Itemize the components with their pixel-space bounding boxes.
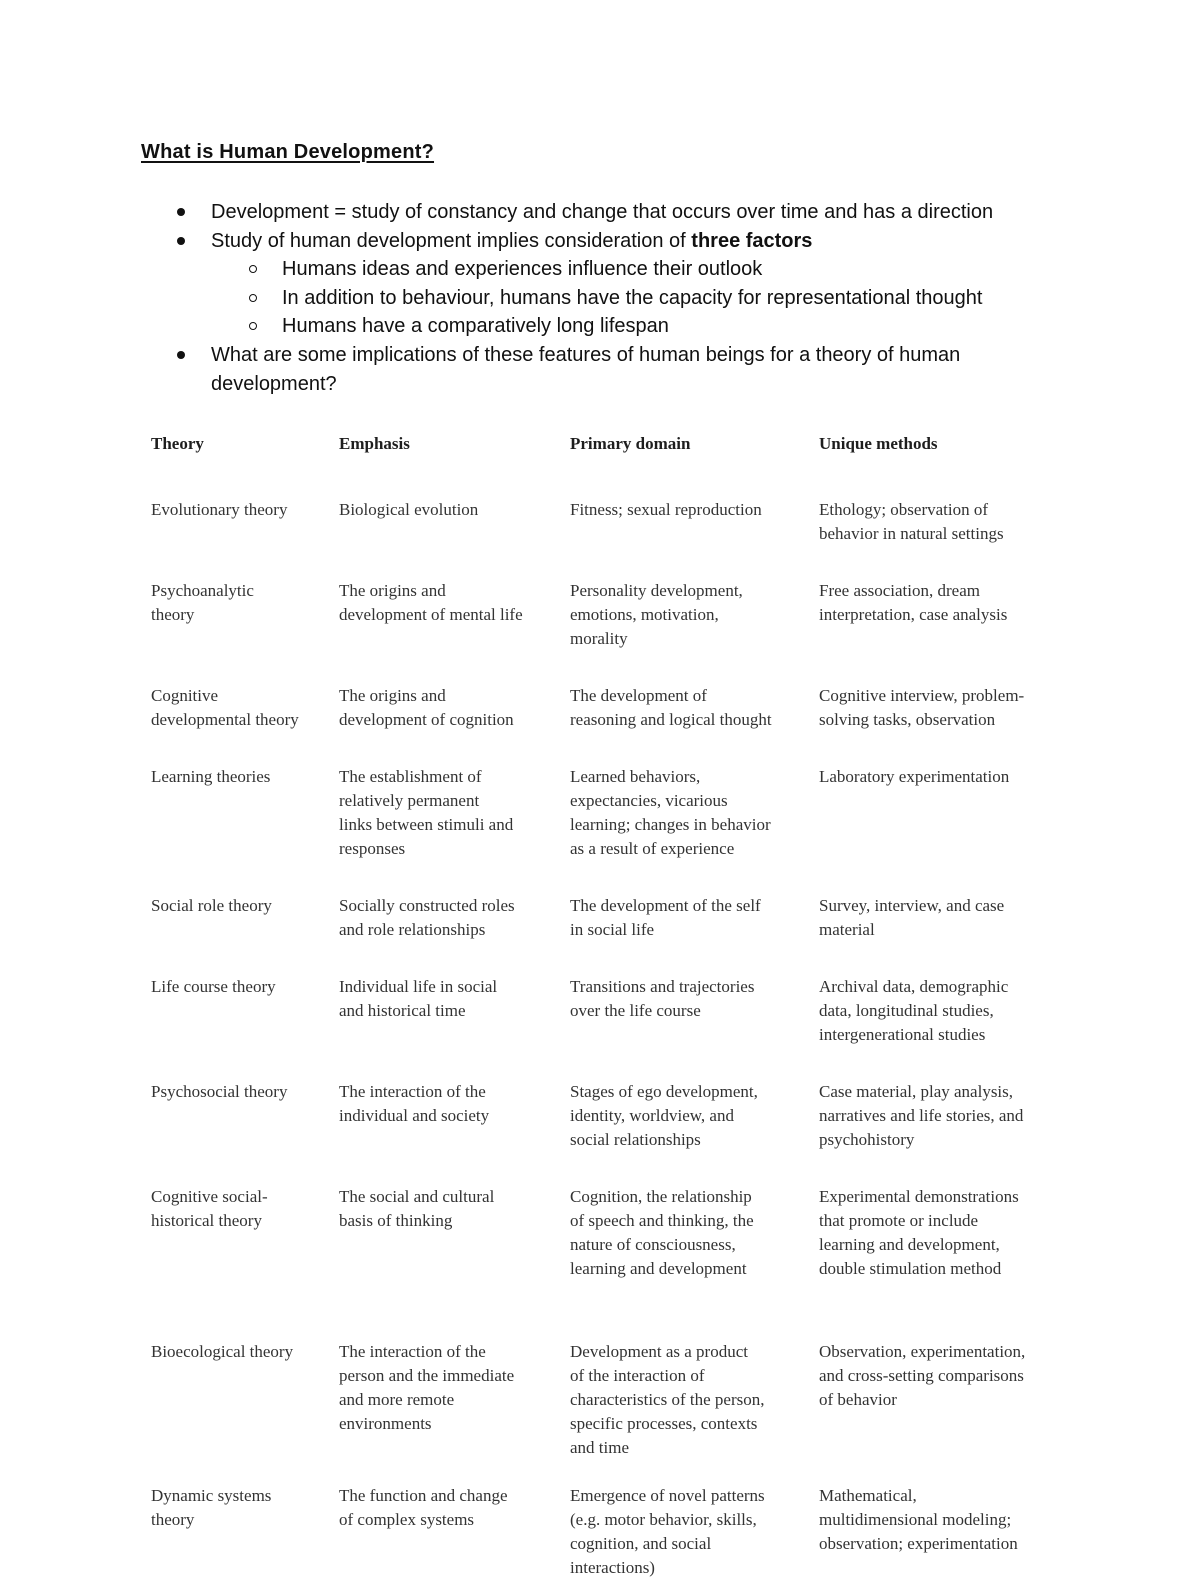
bullet-list xyxy=(0,198,1200,398)
cell-primary-domain: Stages of ego development, identity, worldview, and social relationships xyxy=(570,1082,758,1149)
cell-emphasis: The interaction of the person and the immediate and more remote environments xyxy=(339,1342,515,1433)
bullet-circle-icon xyxy=(249,294,257,302)
table-row xyxy=(151,684,1061,732)
cell-theory: Learning theories xyxy=(151,767,271,786)
cell-primary-domain: Learned behaviors, expectancies, vicarious learning; changes in behavior as a result of experience xyxy=(570,767,771,858)
cell-theory: Psychosocial theory xyxy=(151,1082,288,1101)
list-item-bold-text: three factors xyxy=(691,229,813,252)
cell-theory: Life course theory xyxy=(151,977,276,996)
list-item xyxy=(0,341,1081,398)
table-row xyxy=(151,894,1061,942)
cell-emphasis: The origins and development of mental life xyxy=(339,581,523,624)
header-unique-methods: Unique methods xyxy=(819,434,938,453)
table-row xyxy=(151,765,1061,861)
cell-unique-methods: Cognitive interview, problem- solving tasks, observation xyxy=(819,686,1025,729)
cell-unique-methods: Observation, experimentation, and cross-setting comparisons of behavior xyxy=(819,1342,1026,1409)
cell-primary-domain: Emergence of novel patterns (e.g. motor behavior, skills, cognition, and social interactions) xyxy=(570,1486,765,1577)
cell-unique-methods: Free association, dream interpretation, case analysis xyxy=(819,581,1008,624)
cell-theory: Bioecological theory xyxy=(151,1342,294,1361)
cell-emphasis: The function and change of complex systems xyxy=(339,1486,508,1529)
sub-list-item xyxy=(0,284,1082,313)
cell-emphasis: Socially constructed roles and role relationships xyxy=(339,896,515,939)
header-emphasis: Emphasis xyxy=(339,434,410,453)
table-row xyxy=(151,498,1061,546)
cell-primary-domain: Cognition, the relationship of speech and thinking, the nature of consciousness, learning and development xyxy=(570,1187,754,1278)
cell-primary-domain: The development of the self in social life xyxy=(570,896,761,939)
cell-emphasis: The establishment of relatively permanent links between stimuli and responses xyxy=(339,767,514,858)
cell-emphasis: Individual life in social and historical time xyxy=(339,977,498,1020)
cell-primary-domain: Development as a product of the interaction of characteristics of the person, specific processes, contexts and time xyxy=(570,1342,765,1457)
header-theory: Theory xyxy=(151,434,204,453)
list-item xyxy=(0,227,1081,256)
cell-unique-methods: Experimental demonstrations that promote or include learning and development, double stimulation method xyxy=(819,1187,1019,1278)
cell-theory: Social role theory xyxy=(151,896,272,915)
table-row xyxy=(151,1484,1061,1580)
cell-theory: Cognitive developmental theory xyxy=(151,686,299,729)
cell-unique-methods: Laboratory experimentation xyxy=(819,767,1010,786)
bullet-dot-icon xyxy=(177,208,185,216)
bullet-circle-icon xyxy=(249,265,257,273)
cell-theory: Psychoanalytic theory xyxy=(151,581,254,624)
bullet-circle-icon xyxy=(249,322,257,330)
cell-unique-methods: Case material, play analysis, narratives and life stories, and psychohistory xyxy=(819,1082,1024,1149)
bullet-dot-icon xyxy=(177,237,185,245)
header-primary-domain: Primary domain xyxy=(570,434,691,453)
cell-unique-methods: Mathematical, multidimensional modeling; observation; experimentation xyxy=(819,1486,1018,1553)
cell-theory: Evolutionary theory xyxy=(151,500,288,519)
list-item xyxy=(0,198,1081,227)
bullet-dot-icon xyxy=(177,351,185,359)
cell-theory: Dynamic systems theory xyxy=(151,1486,272,1529)
cell-unique-methods: Survey, interview, and case material xyxy=(819,896,1005,939)
list-item-text: Study of human development implies consideration of xyxy=(211,229,692,252)
table-row xyxy=(151,1080,1061,1152)
cell-primary-domain: Transitions and trajectories over the life course xyxy=(570,977,755,1020)
cell-unique-methods: Archival data, demographic data, longitudinal studies, intergenerational studies xyxy=(819,977,1009,1044)
table-row xyxy=(151,579,1061,651)
cell-emphasis: The origins and development of cognition xyxy=(339,686,514,729)
sub-list-item xyxy=(0,312,1082,341)
theory-table xyxy=(151,432,1061,1580)
list-item-text: Humans have a comparatively long lifespan xyxy=(282,315,669,338)
page-title: What is Human Development? xyxy=(141,141,435,163)
table-row xyxy=(151,1185,1061,1281)
table-header-row xyxy=(151,432,1061,456)
cell-primary-domain: The development of reasoning and logical thought xyxy=(570,686,772,729)
cell-unique-methods: Ethology; observation of behavior in natural settings xyxy=(819,500,1004,543)
cell-primary-domain: Personality development, emotions, motivation, morality xyxy=(570,581,743,648)
list-item-text: In addition to behaviour, humans have the capacity for representational thought xyxy=(282,286,983,309)
list-item-text: Development = study of constancy and change that occurs over time and has a direction xyxy=(211,201,994,223)
cell-emphasis: The interaction of the individual and society xyxy=(339,1082,490,1125)
cell-emphasis: The social and cultural basis of thinking xyxy=(339,1187,495,1230)
cell-theory: Cognitive social- historical theory xyxy=(151,1187,268,1230)
cell-emphasis: Biological evolution xyxy=(339,500,479,519)
list-item-text: What are some implications of these features of human beings for a theory of human development? xyxy=(211,343,961,395)
list-item-text: Humans ideas and experiences influence their outlook xyxy=(282,258,763,281)
sub-list-item xyxy=(0,255,1082,284)
table-row xyxy=(151,975,1061,1047)
cell-primary-domain: Fitness; sexual reproduction xyxy=(570,500,762,519)
table-row xyxy=(151,1340,1061,1460)
